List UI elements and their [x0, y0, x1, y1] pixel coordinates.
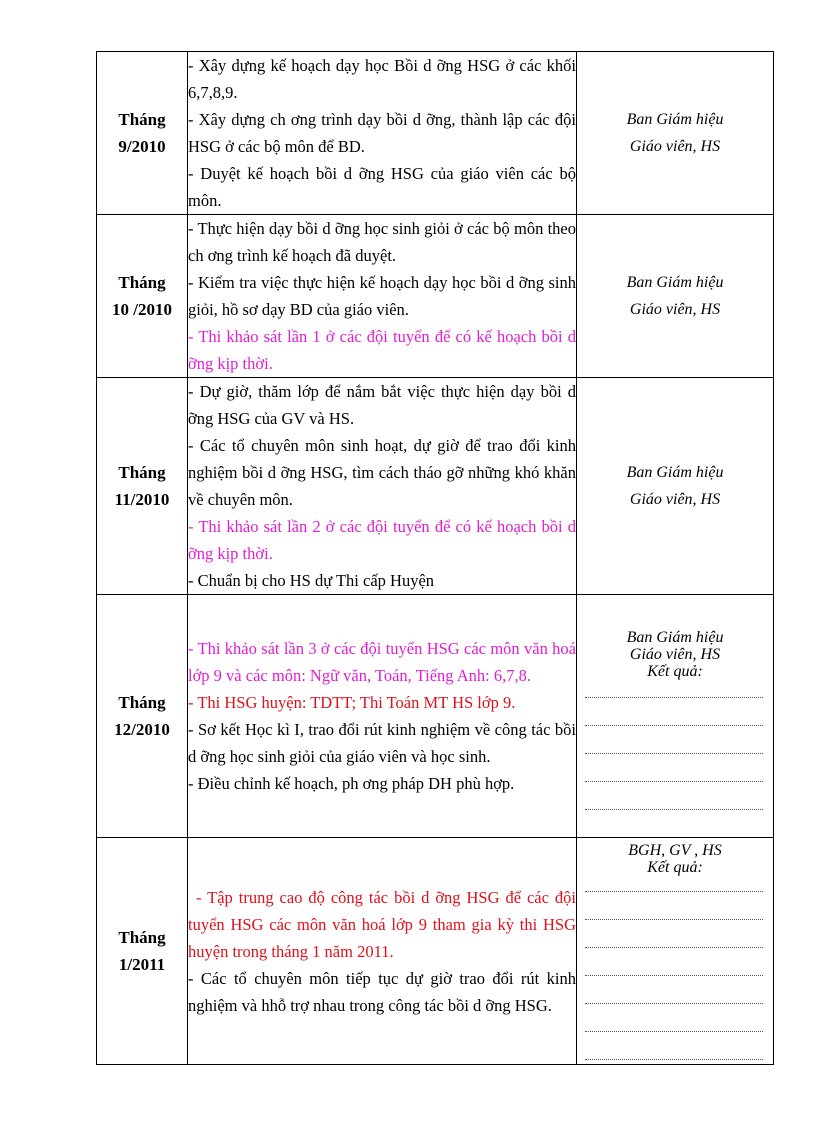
- result-label: Kết quả:: [647, 859, 703, 876]
- result-dotted-line: [585, 726, 763, 754]
- activity-line: - Thi khảo sát lần 2 ở các đội tuyển để có kế hoạch bồi d ỡng kịp thời.: [188, 517, 576, 563]
- month-period: 10 /2010: [112, 300, 172, 319]
- month-cell: [97, 595, 188, 838]
- activity-cell: [188, 595, 577, 838]
- activity-line: - Duyệt kế hoạch bồi d ỡng HSG của giáo viên các bộ môn.: [188, 164, 576, 210]
- month-period: 11/2010: [114, 490, 170, 509]
- table-row: [97, 378, 774, 595]
- responsible-line: Giáo viên, HS: [629, 491, 721, 508]
- activity-line: - Chuẩn bị cho HS dự Thi cấp Huyện: [188, 571, 435, 590]
- month-label: Tháng: [118, 463, 166, 482]
- month-period: 9/2010: [118, 137, 166, 156]
- activity-line: - Tập trung cao độ công tác bồi d ỡng HSG để các đội tuyển HSG các môn văn hoá lớp 9 tham gia kỳ thi HSG huyện trong tháng 1 năm 2011.: [188, 887, 576, 961]
- result-dotted-line: [585, 698, 763, 726]
- month-cell: [97, 838, 188, 1065]
- activity-cell: [188, 378, 577, 595]
- month-label: Tháng: [118, 693, 166, 712]
- responsible-line: Giáo viên, HS: [629, 138, 721, 155]
- activity-line: - Xây dựng ch ơng trình dạy bồi d ỡng, thành lập các đội HSG ở các bộ môn để BD.: [188, 110, 576, 156]
- responsible-cell: [577, 838, 774, 1065]
- month-cell: [97, 52, 188, 215]
- responsible-line: Ban Giám hiệu: [626, 464, 724, 481]
- activity-line: - Dự giờ, thăm lớp để nắm bắt việc thực hiện dạy bồi d ỡng HSG của GV và HS.: [188, 382, 576, 428]
- month-label: Tháng: [118, 273, 166, 292]
- activity-line: - Thực hiện dạy bồi d ỡng học sinh giỏi ở các bộ môn theo ch ơng trình kế hoạch đã duyệt.: [188, 219, 576, 265]
- responsible-line: Giáo viên, HS: [629, 301, 721, 318]
- table-row: [97, 838, 774, 1065]
- month-cell: [97, 215, 188, 378]
- result-dotted-line: [585, 948, 763, 976]
- activity-line: - Sơ kết Học kì I, trao đổi rút kinh nghiệm về công tác bồi d ỡng học sinh giỏi của giáo viên và học sinh.: [188, 720, 576, 766]
- activity-line: - Thi HSG huyện: TDTT; Thi Toán MT HS lớp 9.: [188, 693, 516, 712]
- month-period: 1/2011: [118, 955, 166, 974]
- table-row: [97, 52, 774, 215]
- activity-cell: [188, 838, 577, 1065]
- result-dotted-line: [585, 1004, 763, 1032]
- responsible-cell: [577, 52, 774, 215]
- activity-line: - Thi khảo sát lần 1 ở các đội tuyển để có kế hoạch bồi d ỡng kịp thời.: [188, 327, 576, 373]
- responsible-cell: [577, 595, 774, 838]
- result-dotted-line: [585, 892, 763, 920]
- month-label: Tháng: [118, 928, 166, 947]
- plan-table: [96, 51, 774, 1065]
- activity-cell: [188, 215, 577, 378]
- responsible-cell: [577, 378, 774, 595]
- result-dotted-line: [585, 754, 763, 782]
- activity-line: - Các tổ chuyên môn sinh hoạt, dự giờ để trao đổi kinh nghiệm bồi d ỡng HSG, tìm cách tháo gỡ những khó khăn về chuyên môn.: [188, 436, 576, 509]
- result-dotted-line: [585, 1032, 763, 1060]
- activity-cell: [188, 52, 577, 215]
- activity-line: - Thi khảo sát lần 3 ở các đội tuyển HSG các môn văn hoá lớp 9 và các môn: Ngữ văn, Toán, Tiếng Anh: 6,7,8.: [188, 639, 576, 685]
- table-row: [97, 215, 774, 378]
- result-dotted-line: [585, 782, 763, 810]
- activity-line: - Điều chỉnh kế hoạch, ph ơng pháp DH phù hợp.: [188, 774, 515, 793]
- result-dotted-line: [585, 920, 763, 948]
- result-dotted-line: [585, 976, 763, 1004]
- responsible-line: Ban Giám hiệu: [626, 274, 724, 291]
- responsible-line: Ban Giám hiệu: [626, 629, 724, 646]
- activity-line: - Các tổ chuyên môn tiếp tục dự giờ trao đổi rút kinh nghiệm và hhỗ trợ nhau trong công tác bồi d ỡng HSG.: [188, 968, 576, 1015]
- month-cell: [97, 378, 188, 595]
- result-label: Kết quả:: [647, 663, 703, 680]
- activity-line: - Kiểm tra việc thực hiện kế hoạch dạy học bồi d ỡng sinh giỏi, hồ sơ dạy BD của giáo viên.: [188, 273, 576, 319]
- responsible-line: Giáo viên, HS: [629, 646, 721, 663]
- activity-line: - Xây dựng kế hoạch dạy học Bồi d ỡng HSG ở các khối 6,7,8,9.: [188, 56, 576, 102]
- responsible-line: Ban Giám hiệu: [626, 111, 724, 128]
- responsible-line: BGH, GV , HS: [628, 842, 722, 859]
- table-row: [97, 595, 774, 838]
- month-period: 12/2010: [114, 720, 170, 739]
- month-label: Tháng: [118, 110, 166, 129]
- responsible-cell: [577, 215, 774, 378]
